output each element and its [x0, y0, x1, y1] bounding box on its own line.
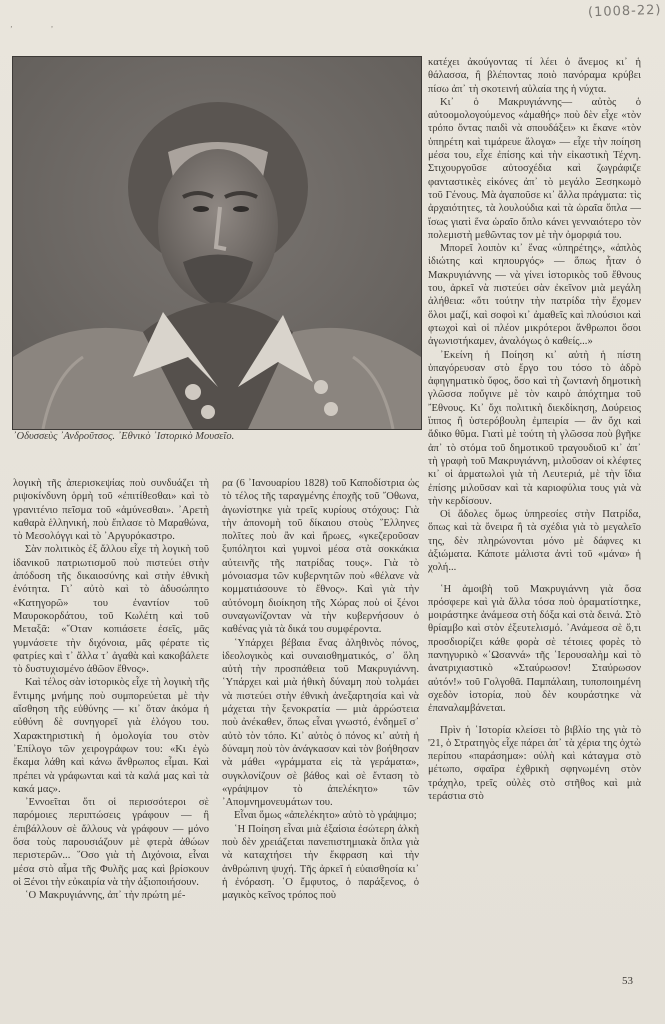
text-column-1 [13, 477, 209, 903]
paragraph: Εἶναι ὅμως «ἀπελέκητο» αὐτὸ τὸ γράψιμο; [234, 810, 417, 822]
page-number: 53 [622, 975, 633, 987]
paragraph: Μπορεῖ λοιπὸν κι᾿ ἕνας «ὑπηρέτης», «ἁπλὸς ἰδιώτης καὶ κηπουργός» — ὅπως ἦταν ὁ Μακρυγιάννης — νὰ γίνει ἱστορικὸς τοῦ ἔθνους του, ἀρκεῖ νὰ πιστεύει σὰν ἐκεῖνον μιὰ μεγάλη ἀλήθεια: «ὅτι τούτην τὴν πατρίδα τὴν ἔχομεν ὅλοι μαζί, καὶ σοφοὶ κι᾿ ἀμαθεῖς καὶ πλούσιοι καὶ φτωχοὶ καὶ οἱ πλέον μικρότεροι ἄνθρωποι ὅσοι ἀγωνιστήκαμεν, ἀναλόγως ὁ καθείς...» [428, 243, 641, 348]
paragraph: λογικὴ τῆς ἀπερισκεψίας ποὺ συνδυάζει τὴ ριψοκίνδυνη ὁρμὴ τοῦ «ἐπιτίθεσθαι» καὶ τὸ γρανιτένιο πεῖσμα τοῦ «ἀμύνεσθαι». ᾿Αρετὴ καθαρὰ ἑλληνική, ποὺ ἔπλασε τὸ Μαραθώνα, τὸ Μεσολόγγι καὶ τὸ ᾿Αργυρόκαστρο. [13, 478, 209, 543]
handwritten-reference: (1008-22) [587, 2, 662, 21]
paragraph: ῾Ο Μακρυγιάννης, ἀπ᾿ τὴν πρώτη μέ- [25, 890, 186, 902]
text-column-3 [428, 56, 641, 803]
paragraph: Καὶ τέλος σὰν ἱστορικὸς εἶχε τὴ λογικὴ τῆς ἔντιμης μνήμης ποὺ συμπορεύεται μὲ τὴν αἴσθηση τῆς εὐθύνης — κι᾿ ὅταν ἀκόμα ἡ εὐθύνη δὲ συνηγορεῖ γιὰ ἑλόγου του. Χαρακτηριστικὴ ἡ ὁμολογία του στὸν ᾿Επίλογο τῶν χειρογράφων του: «Κι ἐγὼ ἔκαμα λάθη καὶ κάνω ἄνθρωπος εἶμαι. Καὶ πρέπει νὰ γράφωνται καὶ τὰ καλά μας καὶ τὰ κακά μας». [13, 677, 209, 795]
paragraph: ᾿Εκείνη ἡ Ποίηση κι᾿ αὐτὴ ἡ πίστη ὑπαγόρευσαν στὸ ἔργο του τόσο τὸ ἁδρὸ ἀφηγηματικὸ ὕφος, ὅσο καὶ τὴ ζωντανὴ δημοτικὴ γλῶσσα ποὔγινε μὲ τὸν καιρὸ ἀπόχτημα τοῦ ῎Εθνους. Κι᾿ ὄχι πολιτικὴ διεκδίκηση, Δούρειος ἵππος ἢ ὑστερόβουλη ἐμπειρία — ἂν ὄχι καὶ ἄδικο θῦμα. Γιατὶ μὲ τούτη τὴ γλῶσσα ποὺ βγῆκε ἀπ᾿ τὸ στόμα τοῦ δημοτικοῦ τραγουδιοῦ κι᾿ ἀπ᾿ τὴ γραφὴ τοῦ Μακρυγιάννη, μιλοῦσαν οἱ κλέφτες κι᾿ οἱ ἁρματωλοὶ γιὰ τὴ Λευτεριά, μὲ τὴν ἴδια ἐπίσης μιλοῦσαν καὶ τὰ καριοφύλια τους γιὰ νὰ τὴν κερδίσουν. [428, 349, 641, 507]
paragraph: ῾Η Ποίηση εἶναι μιὰ ἐξαίσια ἐσώτερη ἀλκὴ ποὺ δὲν χρειάζεται πανεπιστημιακὰ ὅπλα γιὰ νὰ καταχτήσει τὴν ἔκφραση καὶ τὴν ἀνθρώπινη ψυχή. Τῆς ἀρκεῖ ἡ εὐαισθησία κι᾿ ἡ ἐνόραση. ῾Ο ἔμφυτος, ὁ παράξενος, ὁ μαγικὸς κεῖνος τρόπος ποὺ [222, 823, 419, 902]
paragraph: Κι᾿ ὁ Μακρυγιάννης— αὐτὸς ὁ αὐτοομολογούμενος «ἀμαθής» ποὺ δὲν εἶχε «τὸν τρόπο ὄντας παιδὶ νὰ σπουδάξει» κι ἔκανε «τὸν ὑπηρέτη καὶ τιμάρευε ἄλογα» — εἶχε τὴν ποίηση μέσα του, εἶχε ἐπίσης καὶ τὴν εἰκαστικὴ Τέχνη. Στιχουργοῦσε αὐτοσχέδια καὶ ζωγράφιζε φανταστικὲς εἰκόνες ἀπ᾿ τὸ μεγάλο Ξεσηκωμὸ τοῦ Γένους. Μὰ ἀγαποῦσε κι᾿ ἄλλα πράγματα: τὶς ἀρχαιότητες, τὰ λουλούδια καὶ τὰ ὡραῖα ὅπλα — ἴσως γιατὶ ἕνα ὡραῖο ὅπλο κάνει γενναιότερο τὸν πολεμιστὴ μεθῶντας τον μὲ τὴν ὀμορφιά του. [428, 96, 641, 241]
text-column-2 [222, 477, 419, 903]
paragraph: ᾿Εννοεῖται ὅτι οἱ περισσότεροι σὲ παρόμοιες περιπτώσεις γράφουν — ἢ ἐπιβάλλουν σὲ ἄλλους νὰ γράφουν — μόνο ὅσα τοὺς παρουσιάζουν μὲ φτερὰ ἀθώων περιστερῶν... ῞Οσο γιὰ τὴ Διχόνοια, εἶναι μέσα στὸ αἷμα τῆς Φυλῆς μας καὶ βρίσκουν οἱ Ξένοι τὴν εὐκαιρία νὰ τὴν ἀξιοποιήσουν. [13, 797, 209, 888]
photo-caption: ᾿Οδυσσεὺς ᾿Ανδροῦτσος. ᾿Εθνικὸ ᾿Ιστορικὸ Μουσεῖο. [13, 431, 235, 442]
portrait-illustration [13, 57, 421, 429]
paragraph: Σὰν πολιτικὸς ἐξ ἄλλου εἶχε τὴ λογικὴ τοῦ ἰδανικοῦ πατριωτισμοῦ ποὺ πιστεύει στὴν ἀπόδοση τῆς δικαιοσύνης καὶ στὴν ἐθνικὴ ἑνότητα. Γι᾿ αὐτὸ καὶ τὸ ἀδυσώπητο «Κατηγορῶ» του ἐναντίον τοῦ Μαυροκορδάτου, τοῦ Κωλέτη καὶ τοῦ Μεταξᾶ: «῞Οταν κοπιάσετε ἐσεῖς, μᾶς γυμνάσετε τὴν διχόνοια, μᾶς φέρατε τὶς φατρίες καὶ τ᾿ ἄλλα τ᾿ ἀγαθὰ καὶ κακοβάλετε τὸ δυστυχισμένο ἀθῶον ἔθνος». [13, 544, 209, 676]
paragraph: κατέχει ἀκούγοντας τί λέει ὁ ἄνεμος κι᾿ ἡ θάλασσα, ἢ βλέποντας ποιὸ πανόραμα κρύβει πίσω ἀπ᾿ τὴ σκοτεινή αὐλαία της ἡ νύχτα. [428, 57, 641, 95]
paragraph: Πρὶν ἡ ῾Ιστορία κλείσει τὸ βιβλίο της γιὰ τὸ '21, ὁ Στρατηγὸς εἶχε πάρει ἀπ᾿ τὰ χέρια της ὀχτὼ περίπου «παράσημα»: οὐλὴ καὶ κάταγμα στὸ μέτωπο, σφαῖρα ἐχθρικὴ σφηνωμένη στὸν τράχηλο, τρεῖς οὐλὲς στὸ στῆθος καὶ μιὰ τεράστια στὸ [428, 724, 641, 803]
paragraph: ρα (6 ᾿Ιανουαρίου 1828) τοῦ Καποδίστρια ὡς τὸ τέλος τῆς ταραγμένης ἐποχῆς τοῦ ῎Οθωνα, ἀγωνίστηκε γιὰ τρεῖς κυρίους στόχους: Γιὰ τὴν ἀπονομὴ τοῦ δίκαιου στοὺς ῞Ελληνες πολῖτες ποὺ ἂν καὶ ἥρωες, «γκεζεροῦσαν ξυπόλητοι καὶ γυμνοὶ μέσα στὰ σοκκάκια αὐτεινῆς τῆς πατρίδας τους». Γιὰ τὸ μόνοιασμα τῶν κυβερνητῶν ποὺ «θέλανε νὰ κομματιάσουνε τὸ ἔθνος». Καὶ γιὰ τὴν αὐτόνομη διοίκηση τῆς Χώρας ποὺ οἱ ξένοι συναγωνίζονταν νὰ τὴν κυβερνήσουν ὁ καθένας γιὰ τὰ δικά του συμφέροντα. [222, 478, 419, 636]
paragraph: ῾Υπάρχει βέβαια ἕνας ἀληθινὸς πόνος, ἰδεολογικὸς καὶ συναισθηματικός, σ᾿ ὅλη αὐτὴ τὴν προσπάθεια τοῦ Μακρυγιάννη. ῾Υπάρχει καὶ μιὰ ἠθικὴ δύναμη ποὺ τολμάει νὰ πιστεύει στὴν ἐθνικὴ ἀνεξαρτησία καὶ νὰ μάχεται τὴν ξενοκρατία — μιὰ ἀρρώστεια ποὺ ἀνέκαθεν, ὅπως εἶναι γνωστό, ἐνδημεῖ σ᾿ αὐτὸ τὸν τόπο. Κι᾿ αὐτὸς ὁ πόνος κι᾿ αὐτὴ ἡ δύναμη ποὺ τὸν ἀνάγκασαν καὶ τὸν βοήθησαν νὰ μάθει «γράμματα εἰς τὰ γεράματα», συγκλονίζουν σὲ βάθος καὶ σὲ ἔνταση τὸ «γράψιμον τὸ ἀπελέκητο» τῶν ᾿Απομνημονευμάτων του. [222, 637, 419, 809]
portrait-photo [12, 56, 422, 430]
paragraph: ῾Η ἀμοιβὴ τοῦ Μακρυγιάννη γιὰ ὅσα πρόσφερε καὶ γιὰ ἄλλα τόσα ποὺ ὁραματίστηκε, μοιράστηκε ἀνάμεσα στὴ δόξα καὶ στὰ δεινά. Στὸ θρίαμβο καὶ στὸν ἐξευτελισμό. ᾿Ανάμεσα σὲ ὅ,τι προσδιορίζει κάθε φορὰ σὲ τέτοιες φορὲς τὸ πανηγυρικὸ «᾿Ωσαννά» τῆς ῾Ιερουσαλὴμ καὶ τὸ ἀνατριχιαστικὸ «Σταύρωσον! Σταύρωσον αὐτόν!» τοῦ Γολγοθᾶ. Παμπάλαιη, τυποποιημένη σχεδὸν ἱστορία, ποὺ δὲν κουράστηκε νὰ ἐπαναλαμβάνεται. [428, 583, 641, 715]
scan-marks: ‚ ‚ [10, 20, 72, 29]
paragraph: Οἱ ἄδολες ὅμως ὑπηρεσίες στὴν Πατρίδα, ὅπως καὶ τὰ ὄνειρα ἢ τὰ σχέδια γιὰ τὸ μεγαλεῖο της, δὲν πληρώνονται μόνο μὲ δάφνες κι ἀξιώματα. Κάποτε μάλιστα ἀντὶ τοῦ «μάνα» ἡ χολή... [428, 509, 641, 574]
